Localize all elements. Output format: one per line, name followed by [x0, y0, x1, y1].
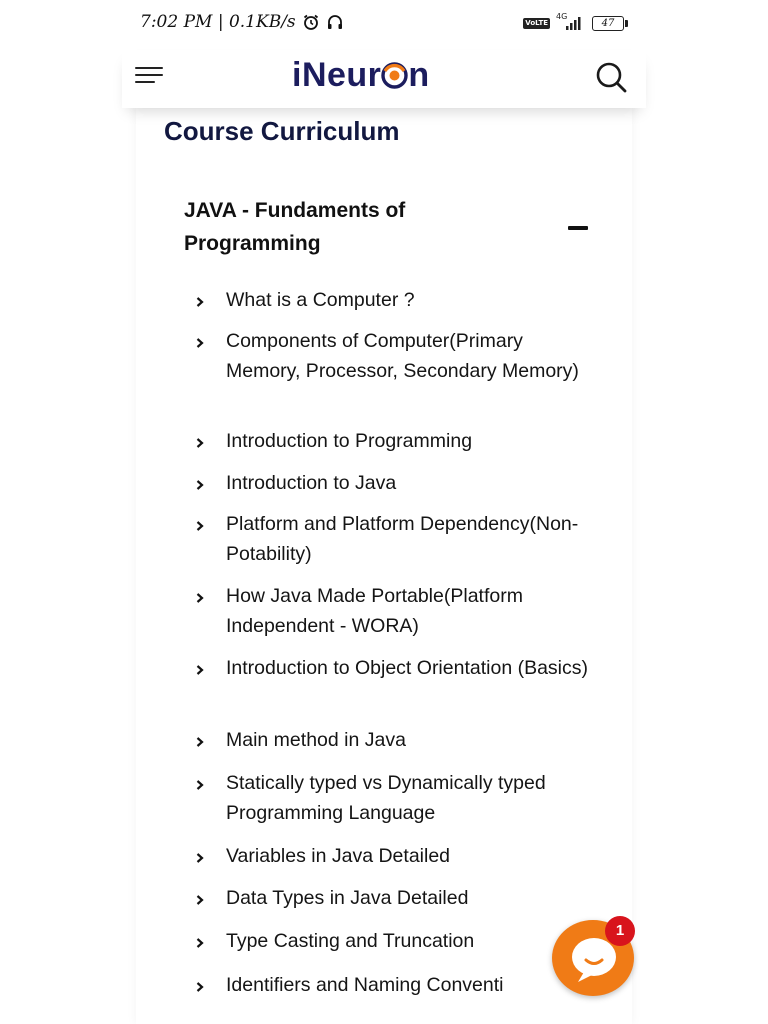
- status-bar: [0, 0, 768, 50]
- chevron-right-icon: [194, 517, 206, 529]
- logo-text-suffix: n: [408, 56, 430, 94]
- chevron-right-icon: [194, 733, 206, 745]
- search-icon[interactable]: [594, 60, 628, 94]
- chevron-right-icon: [194, 891, 206, 903]
- network-type: 4G: [556, 12, 568, 21]
- menu-icon[interactable]: [134, 63, 164, 89]
- app-header: [122, 50, 646, 108]
- chevron-right-icon: [194, 776, 206, 788]
- curriculum-card: [136, 108, 632, 1024]
- logo-text-prefix: iNeur: [292, 56, 382, 94]
- chevron-right-icon: [194, 293, 206, 305]
- topic-label: Variables in Java Detailed: [226, 845, 451, 867]
- chevron-right-icon: [194, 434, 206, 446]
- topic-label: Introduction to Programming: [226, 430, 473, 452]
- module-accordion-header[interactable]: [184, 194, 596, 260]
- status-time-speed: 7:02 PM | 0.1KB/s: [140, 12, 296, 32]
- topic-label: What is a Computer ?: [226, 289, 415, 311]
- chevron-right-icon: [194, 334, 206, 346]
- chevron-right-icon: [194, 934, 206, 946]
- module-title: JAVA - Fundaments of Programming: [184, 199, 406, 255]
- topic-label: Components of Computer(Primary Memory, Processor, Secondary Memory): [226, 330, 579, 382]
- collapse-minus-icon[interactable]: [568, 226, 588, 230]
- battery-icon: [592, 16, 624, 31]
- alarm-icon: [302, 13, 320, 31]
- topic-label: Identifiers and Naming Conventi: [226, 974, 504, 996]
- battery-level: 47: [601, 17, 615, 29]
- chevron-right-icon: [194, 849, 206, 861]
- logo-o-emblem: [381, 59, 408, 86]
- notification-badge: 1: [605, 916, 635, 946]
- headphones-icon: [326, 13, 344, 31]
- topic-label: Introduction to Java: [226, 472, 397, 494]
- topic-label: Type Casting and Truncation: [226, 930, 475, 952]
- chevron-right-icon: [194, 978, 206, 990]
- chevron-right-icon: [194, 589, 206, 601]
- topic-label: Main method in Java: [226, 729, 406, 751]
- ineuron-logo[interactable]: [292, 56, 430, 95]
- topic-label: How Java Made Portable(Platform Independent - WORA): [226, 585, 523, 637]
- topic-label: Introduction to Object Orientation (Basics): [226, 657, 588, 679]
- chevron-right-icon: [194, 661, 206, 673]
- section-title: Course Curriculum: [164, 116, 400, 146]
- chevron-right-icon: [194, 476, 206, 488]
- status-left: [140, 12, 344, 32]
- topic-label: Data Types in Java Detailed: [226, 887, 469, 909]
- signal-icon: [556, 14, 586, 32]
- status-right: [523, 14, 624, 32]
- volte-badge: VoLTE: [525, 18, 548, 27]
- topic-label: Platform and Platform Dependency(Non- Potability): [226, 513, 579, 565]
- topic-label: Statically typed vs Dynamically typed Programming Language: [226, 772, 546, 824]
